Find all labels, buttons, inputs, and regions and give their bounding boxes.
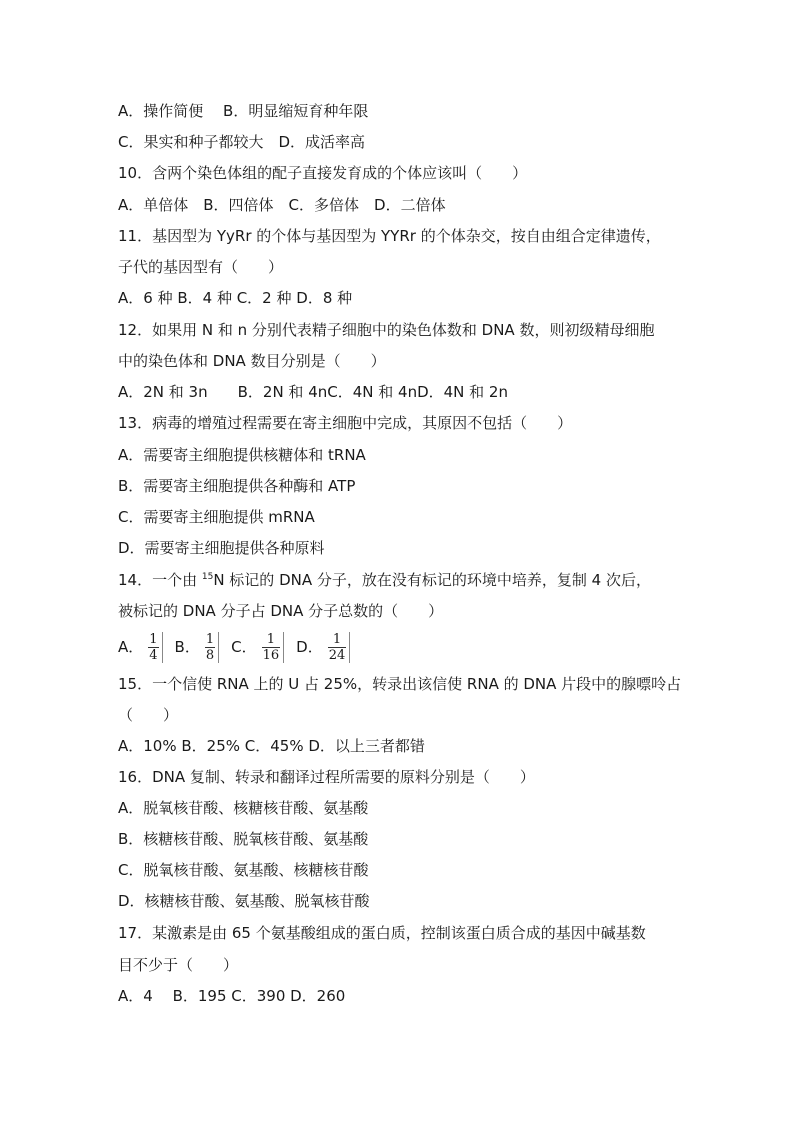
q11-stem-line1: 11．基因型为 YyRr 的个体与基因型为 YYRr 的个体杂交，按自由组合定律遗传， — [118, 227, 661, 245]
q12-options: A．2N 和 3n B．2N 和 4nC．4N 和 4nD．4N 和 2n — [118, 383, 508, 401]
q12-stem-line1: 12．如果用 N 和 n 分别代表精子细胞中的染色体数和 DNA 数，则初级精母细胞 — [118, 321, 655, 339]
q17-stem-line1: 17．某激素是由 65 个氨基酸组成的蛋白质，控制该蛋白质合成的基因中碱基数 — [118, 924, 646, 942]
q11-options: A．6 种 B．4 种 C．2 种 D．8 种 — [118, 289, 353, 307]
q13-option-a: A．需要寄主细胞提供核糖体和 tRNA — [118, 446, 366, 464]
q10-stem: 10．含两个染色体组的配子直接发育成的个体应该叫（ ） — [118, 164, 528, 182]
q10-options: A．单倍体 B．四倍体 C．多倍体 D．二倍体 — [118, 196, 446, 214]
q16-option-c: C．脱氧核苷酸、氨基酸、核糖核苷酸 — [118, 861, 369, 879]
q16-option-d: D．核糖核苷酸、氨基酸、脱氧核苷酸 — [118, 892, 370, 910]
fraction-one-eighth: $\frac{1}{8}$ — [202, 632, 219, 663]
q9-options-cd: C．果实和种子都较大 D．成活率高 — [118, 133, 366, 151]
fraction-one-sixteenth: $\frac{1}{16}$ — [259, 632, 285, 663]
q16-option-a: A．脱氧核苷酸、核糖核苷酸、氨基酸 — [118, 799, 369, 817]
q17-stem-line2: 目不少于（ ） — [118, 956, 239, 974]
q15-options: A．10% B．25% C．45% D．以上三者都错 — [118, 737, 425, 755]
q13-option-d: D．需要寄主细胞提供各种原料 — [118, 539, 325, 557]
q12-stem-line2: 中的染色体和 DNA 数目分别是（ ） — [118, 352, 386, 370]
q14-stem-line1: 14．一个由 $^{15}$N 标记的 DNA 分子，放在没有标记的环境中培养，复制 4 次后， — [118, 571, 651, 589]
q14-options: A． $\frac{1}{4}$ B． $\frac{1}{8}$ C． $\frac{1}{16}$ D． $\frac{1}{24}$ — [118, 630, 354, 664]
q16-option-b: B．核糖核苷酸、脱氧核苷酸、氨基酸 — [118, 830, 369, 848]
q16-stem: 16．DNA 复制、转录和翻译过程所需要的原料分别是（ ） — [118, 768, 535, 786]
isotope-superscript: 15 — [201, 572, 214, 582]
q13-stem: 13．病毒的增殖过程需要在寄主细胞中完成，其原因不包括（ ） — [118, 414, 573, 432]
q17-options: A．4 B．195 C．390 D．260 — [118, 987, 346, 1005]
q13-option-b: B．需要寄主细胞提供各种酶和 ATP — [118, 477, 356, 495]
q14-stem-line2: 被标记的 DNA 分子占 DNA 分子总数的（ ） — [118, 602, 444, 620]
q15-stem-line1: 15．一个信使 RNA 上的 U 占 25%，转录出该信使 RNA 的 DNA 片段中的腺嘌呤占 — [118, 675, 682, 693]
q9-options-ab: A．操作简便 B．明显缩短育种年限 — [118, 102, 369, 120]
q15-stem-line2: （ ） — [118, 706, 179, 724]
q13-option-c: C．需要寄主细胞提供 mRNA — [118, 508, 315, 526]
fraction-one-quarter: $\frac{1}{4}$ — [145, 632, 162, 663]
fraction-one-twentyfourth: $\frac{1}{24}$ — [325, 632, 351, 663]
q11-stem-line2: 子代的基因型有（ ） — [118, 258, 284, 276]
